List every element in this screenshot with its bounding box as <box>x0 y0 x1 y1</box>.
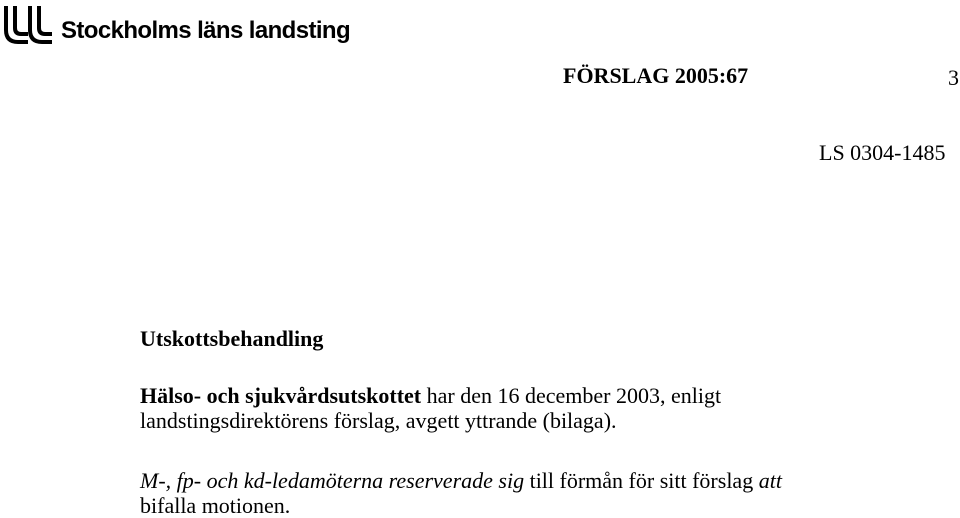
document-title: FÖRSLAG 2005:67 <box>563 63 749 88</box>
reference-number: LS 0304-1485 <box>819 140 946 165</box>
section-heading: Utskottsbehandling <box>140 326 324 351</box>
paragraph1-line1: har den 16 december 2003, enligt <box>421 383 722 408</box>
logo-text: Stockholms läns landsting <box>61 17 351 44</box>
paragraph-committee-statement <box>140 383 721 433</box>
page-number: 3 <box>948 65 959 90</box>
parties-reservation: M-, fp- och kd-ledamöterna reserverade sig <box>140 468 525 493</box>
paragraph2-line2: bifalla motionen. <box>140 493 291 518</box>
sll-logo-icon <box>4 4 54 44</box>
committee-name: Hälso- och sjukvårdsutskottet <box>140 383 422 408</box>
paragraph2-middle: till förmån för sitt förslag <box>524 468 759 493</box>
paragraph-reservation <box>140 468 782 518</box>
paragraph1-line2: landstingsdirektörens förslag, avgett yttrande (bilaga). <box>140 408 617 433</box>
header-logo <box>4 4 350 44</box>
att-word: att <box>758 468 782 493</box>
